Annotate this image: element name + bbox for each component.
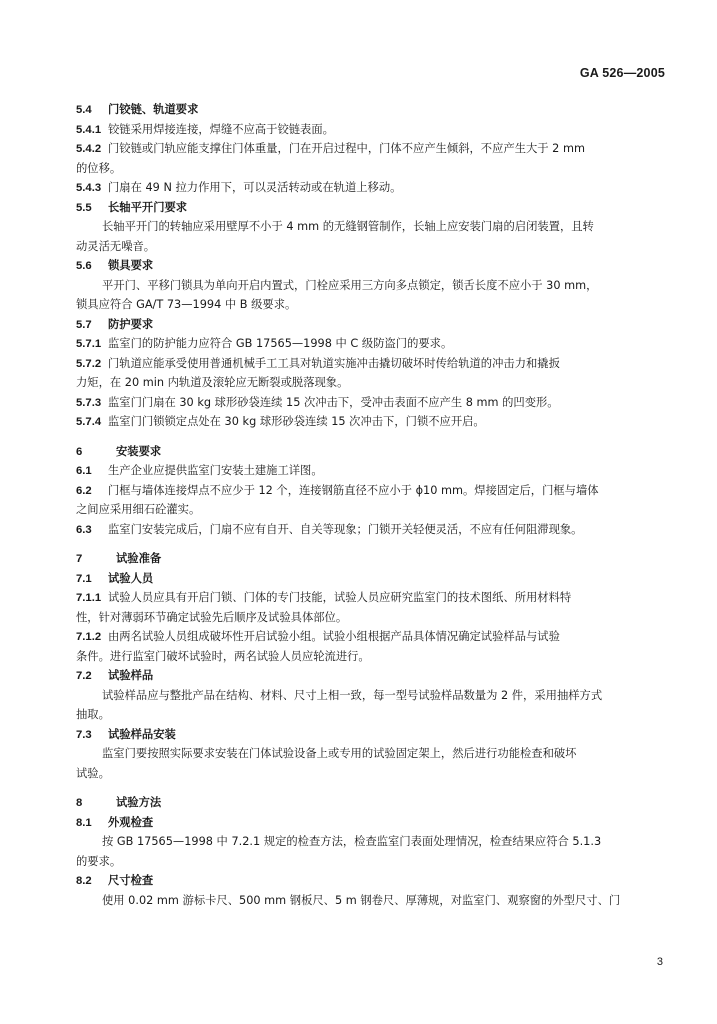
document-body bbox=[76, 100, 666, 910]
clause-text: 监室门的防护能力应符合 GB 17565—1998 中 C 级防盗门的要求。 bbox=[108, 337, 453, 350]
text-line bbox=[76, 412, 666, 432]
text-line bbox=[76, 373, 666, 393]
clause-text: 门框与墙体连接焊点不应少于 12 个，连接钢筋直径不应小于 ϕ10 mm。焊接固定后，门框与墙体 bbox=[108, 483, 599, 497]
clause-text: 监室门要按照实际要求安装在门体试验设备上或专用的试验固定架上，然后进行功能检查和破坏 bbox=[102, 747, 577, 760]
text-line bbox=[76, 159, 666, 179]
text-line bbox=[76, 588, 666, 608]
text-line bbox=[76, 295, 666, 315]
section-gap bbox=[76, 539, 666, 549]
clause-text: 试验人员应具有开启门锁、门体的专门技能，试验人员应研究监室门的技术图纸、所用材料特 bbox=[108, 591, 572, 604]
clause-text: 抽取。 bbox=[76, 708, 110, 721]
text-line bbox=[76, 764, 666, 784]
text-line bbox=[76, 276, 666, 296]
clause-text: 生产企业应提供监室门安装土建施工详图。 bbox=[108, 464, 323, 477]
clause-heading bbox=[76, 725, 666, 745]
section-heading bbox=[76, 793, 666, 813]
text-line bbox=[76, 217, 666, 237]
clause-heading bbox=[76, 813, 666, 833]
clause-text: 门轨道应能承受使用普通机械手工工具对轨道实施冲击撬切破坏时传给轨道的冲击力和撬扳 bbox=[108, 356, 560, 370]
clause-heading bbox=[76, 256, 666, 276]
text-line bbox=[76, 334, 666, 354]
clause-number: 7.1 bbox=[76, 572, 92, 585]
text-line bbox=[76, 744, 666, 764]
section-gap bbox=[76, 432, 666, 442]
text-line bbox=[76, 354, 666, 374]
clause-text: 锁具要求 bbox=[108, 259, 154, 272]
clause-number: 5.7.4 bbox=[76, 416, 102, 428]
clause-text: 门铰链或门轨应能支撑住门体重量，门在开启过程中，门体不应产生倾斜，不应产生大于 2 mm bbox=[108, 142, 585, 155]
standard-code: GA 526—2005 bbox=[579, 66, 665, 80]
clause-text: 监室门安装完成后，门扇不应有自开、自关等现象；门锁开关轻便灵活，不应有任何阻滞现象。 bbox=[108, 522, 583, 536]
clause-text: 按 GB 17565—1998 中 7.2.1 规定的检查方法，检查监室门表面处理情况，检查结果应符合 5.1.3 bbox=[102, 835, 602, 848]
clause-text: 防护要求 bbox=[108, 317, 154, 331]
clause-text: 条件。进行监室门破坏试验时，两名试验人员应轮流进行。 bbox=[76, 649, 370, 663]
text-line bbox=[76, 120, 666, 140]
clause-text: 使用 0.02 mm 游标卡尺、500 mm 钢板尺、5 m 钢卷尺、厚薄规，对监室门、观察窗的外型尺寸、门 bbox=[102, 893, 621, 907]
clause-number: 5.7.1 bbox=[76, 338, 102, 350]
clause-number: 7.1.2 bbox=[76, 631, 102, 643]
clause-number: 6.1 bbox=[76, 465, 92, 477]
clause-text: 监室门门锁锁定点处在 30 kg 球形砂袋连续 15 次冲击下，门锁不应开启。 bbox=[108, 415, 485, 428]
clause-text: 试验样品应与整批产品在结构、材料、尺寸上相一致，每一型号试验样品数量为 2 件，采用抽样方式 bbox=[102, 688, 603, 702]
clause-number: 5.4.1 bbox=[76, 123, 102, 136]
clause-number: 8 bbox=[76, 797, 83, 809]
clause-number: 5.4.2 bbox=[76, 143, 102, 155]
clause-number: 5.7 bbox=[76, 318, 92, 331]
clause-number: 5.4.3 bbox=[76, 182, 102, 194]
clause-text: 力矩，在 20 min 内轨道及滚轮应无断裂或脱落现象。 bbox=[76, 376, 349, 389]
clause-text: 性，针对薄弱环节确定试验先后顺序及试验具体部位。 bbox=[76, 610, 348, 624]
text-line bbox=[76, 832, 666, 852]
clause-number: 6.3 bbox=[76, 523, 92, 536]
clause-text: 试验样品 bbox=[108, 669, 154, 682]
clause-number: 7.2 bbox=[76, 670, 92, 682]
clause-text: 试验方法 bbox=[116, 796, 162, 809]
clause-text: 动灵活无噪音。 bbox=[76, 239, 156, 253]
text-line bbox=[76, 686, 666, 706]
clause-text: 锁具应符合 GA/T 73—1994 中 B 级要求。 bbox=[76, 298, 297, 311]
clause-text: 之间应采用细石砼灌实。 bbox=[76, 503, 201, 516]
clause-number: 6 bbox=[76, 445, 83, 458]
text-line bbox=[76, 461, 666, 481]
text-line bbox=[76, 393, 666, 413]
clause-number: 5.5 bbox=[76, 201, 92, 214]
page-number: 3 bbox=[656, 956, 663, 968]
clause-text: 平开门、平移门锁具为单向开启内置式，门栓应采用三方向多点锁定，锁舌长度不应小于 30 mm， bbox=[102, 278, 598, 292]
section-heading bbox=[76, 442, 666, 462]
clause-heading bbox=[76, 666, 666, 686]
clause-text: 门铰链、轨道要求 bbox=[108, 103, 199, 116]
clause-number: 5.7.2 bbox=[76, 357, 102, 370]
clause-number: 5.6 bbox=[76, 260, 92, 272]
text-line bbox=[76, 500, 666, 520]
clause-text: 试验人员 bbox=[108, 571, 154, 585]
clause-text: 尺寸检查 bbox=[108, 874, 154, 887]
clause-text: 试验样品安装 bbox=[108, 727, 176, 741]
text-line bbox=[76, 891, 666, 911]
text-line bbox=[76, 481, 666, 501]
clause-number: 7.1.1 bbox=[76, 592, 102, 604]
text-line bbox=[76, 178, 666, 198]
clause-heading bbox=[76, 569, 666, 589]
section-heading bbox=[76, 549, 666, 569]
clause-text: 的位移。 bbox=[76, 161, 122, 175]
clause-text: 长轴平开门的转轴应采用壁厚不小于 4 mm 的无缝钢管制作，长轴上应安装门扇的启闭装置，且转 bbox=[102, 220, 594, 233]
clause-heading bbox=[76, 315, 666, 335]
clause-number: 7 bbox=[76, 553, 83, 565]
text-line bbox=[76, 608, 666, 628]
text-line bbox=[76, 627, 666, 647]
clause-text: 门扇在 49 N 拉力作用下，可以灵活转动或在轨道上移动。 bbox=[108, 181, 402, 194]
clause-text: 长轴平开门要求 bbox=[108, 200, 188, 214]
clause-number: 5.7.3 bbox=[76, 396, 102, 409]
clause-number: 8.1 bbox=[76, 816, 92, 829]
text-line bbox=[76, 237, 666, 257]
clause-text: 的要求。 bbox=[76, 854, 122, 868]
clause-number: 6.2 bbox=[76, 484, 92, 497]
clause-heading bbox=[76, 100, 666, 120]
clause-text: 试验准备 bbox=[116, 552, 162, 565]
clause-heading bbox=[76, 871, 666, 891]
clause-heading bbox=[76, 198, 666, 218]
clause-number: 8.2 bbox=[76, 875, 92, 887]
clause-text: 安装要求 bbox=[116, 444, 162, 458]
text-line bbox=[76, 705, 666, 725]
clause-text: 试验。 bbox=[76, 766, 110, 780]
clause-number: 7.3 bbox=[76, 728, 92, 741]
text-line bbox=[76, 139, 666, 159]
clause-text: 监室门门扇在 30 kg 球形砂袋连续 15 次冲击下，受冲击表面不应产生 8 mm 的凹变形。 bbox=[108, 395, 559, 409]
clause-text: 外观检查 bbox=[108, 815, 154, 829]
section-gap bbox=[76, 783, 666, 793]
text-line bbox=[76, 852, 666, 872]
clause-text: 由两名试验人员组成破坏性开启试验小组。试验小组根据产品具体情况确定试验样品与试验 bbox=[108, 630, 560, 643]
text-line bbox=[76, 520, 666, 540]
clause-number: 5.4 bbox=[76, 104, 92, 116]
text-line bbox=[76, 647, 666, 667]
clause-text: 铰链采用焊接连接，焊缝不应高于铰链表面。 bbox=[108, 122, 334, 136]
